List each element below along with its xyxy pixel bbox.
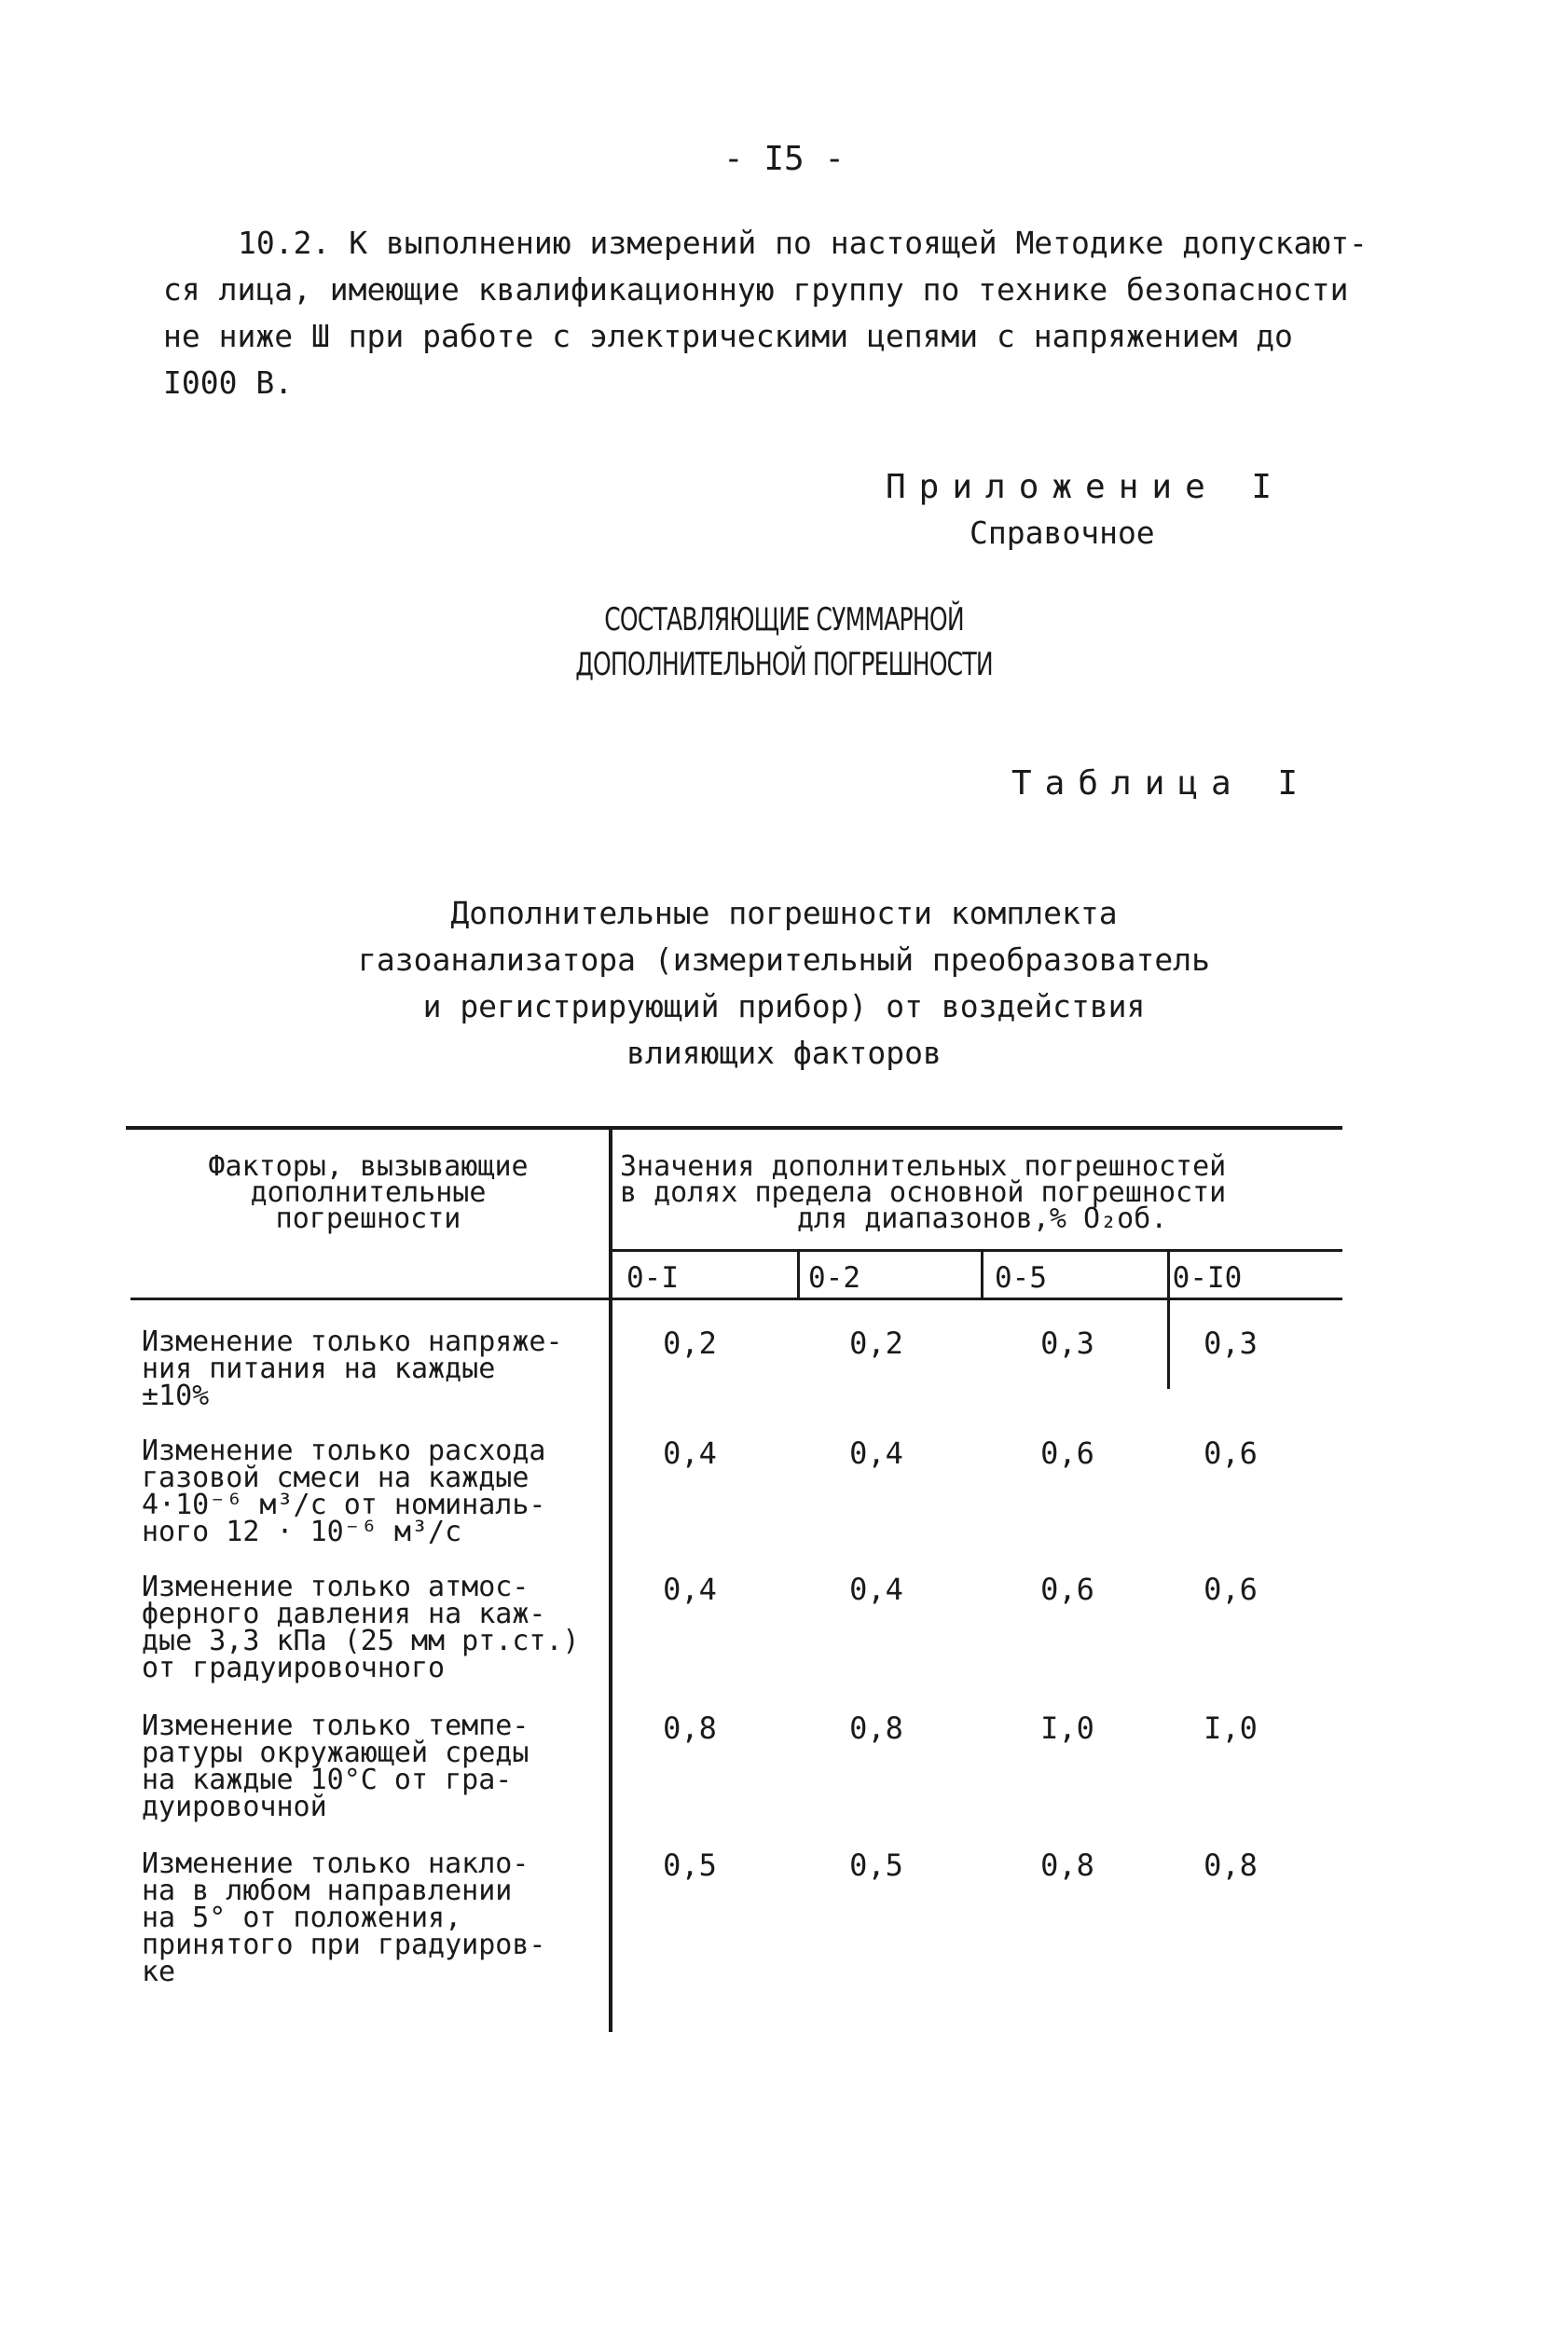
factor-line: от градуировочного (142, 1652, 446, 1684)
factor-pressure (142, 1573, 608, 1682)
paragraph-line: не ниже Ш при работе с электрическими цепями с напряжением до (163, 318, 1293, 354)
table-caption (0, 890, 1568, 1077)
table-top-rule (126, 1126, 1342, 1130)
table-cell: 0,5 (849, 1847, 903, 1883)
table-cell: 0,6 (1204, 1572, 1258, 1607)
table-cell: 0,4 (663, 1435, 717, 1471)
header-factors-line: Факторы, вызывающие (208, 1150, 529, 1183)
factor-line: на 5° от положения, (142, 1902, 462, 1934)
table-cell: 0,8 (849, 1710, 903, 1746)
factor-line: ферного давления на каж- (142, 1598, 546, 1630)
table-cell: 0,4 (849, 1435, 903, 1471)
table-cell: 0,2 (849, 1325, 903, 1361)
table-cell: I,0 (1204, 1710, 1258, 1746)
range-header-0-5: 0-5 (995, 1261, 1047, 1295)
range-header-0-1: 0-I (626, 1261, 679, 1295)
header-sub-rule (611, 1249, 1342, 1252)
header-bottom-rule (131, 1298, 1342, 1300)
paragraph-line: I000 В. (163, 364, 294, 401)
factor-line: ратуры окружающей среды (142, 1737, 530, 1769)
table-cell: 0,6 (1040, 1572, 1094, 1607)
caption-line: газоанализатора (измерительный преобразователь (358, 941, 1210, 978)
table-cell: 0,4 (663, 1572, 717, 1607)
header-values-line: в долях предела основной погрешности (620, 1176, 1227, 1209)
factor-line: Изменение только расхода (142, 1435, 546, 1467)
factor-tilt (142, 1847, 608, 1988)
factor-line: ±10% (142, 1380, 210, 1412)
factor-line: Изменение только напряже- (142, 1325, 563, 1358)
range-header-0-10: 0-I0 (1172, 1261, 1243, 1295)
factor-line: 4·10⁻⁶ м³/с от номиналь- (142, 1489, 546, 1521)
factor-line: газовой смеси на каждые (142, 1462, 530, 1494)
factor-line: Изменение только темпе- (142, 1710, 530, 1742)
caption-line: Дополнительные погрешности комплекта (450, 895, 1118, 931)
appendix-subtitle: Справочное (970, 515, 1155, 551)
table-cell: 0,6 (1040, 1435, 1094, 1471)
page-number: - I5 - (722, 140, 846, 178)
factor-line: ния питания на каждые (142, 1353, 496, 1385)
table-cell: 0,6 (1204, 1435, 1258, 1471)
header-values (620, 1150, 1310, 1235)
table-cell: 0,8 (1040, 1847, 1094, 1883)
factor-line: на каждые 10°С от гра- (142, 1764, 513, 1796)
factor-line: принятого при градуиров- (142, 1929, 546, 1961)
table-cell: 0,8 (1204, 1847, 1258, 1883)
paragraph-line: 10.2. К выполнению измерений по настоящей Методике допускают- (238, 225, 1368, 261)
table-cell: 0,3 (1040, 1325, 1094, 1361)
table-cell: 0,2 (663, 1325, 717, 1361)
section-heading-line-1: СОСТАВЛЯЮЩИЕ СУММАРНОЙ (604, 601, 964, 639)
table-cell: 0,5 (663, 1847, 717, 1883)
table-cell: 0,3 (1204, 1325, 1258, 1361)
table-cell: 0,4 (849, 1572, 903, 1607)
paragraph-10-2 (163, 220, 1394, 406)
header-values-line: для диапазонов,% O₂об. (797, 1202, 1168, 1235)
header-factors-line: погрешности (275, 1202, 461, 1235)
factor-line: дуировочной (142, 1791, 327, 1823)
factor-line: Изменение только атмос- (142, 1571, 530, 1603)
paragraph-line: ся лица, имеющие квалификационную группу по технике безопасности (163, 271, 1349, 308)
table-label: Таблица I (1011, 764, 1312, 803)
appendix-title: Приложение I (886, 468, 1286, 506)
range-header-0-2: 0-2 (808, 1261, 860, 1295)
table-cell: I,0 (1040, 1710, 1094, 1746)
factor-line: на в любом направлении (142, 1875, 513, 1907)
table-cell: 0,8 (663, 1710, 717, 1746)
factor-temperature (142, 1710, 608, 1823)
factor-line: Изменение только накло- (142, 1847, 530, 1880)
header-factors (135, 1150, 601, 1235)
factor-voltage (142, 1325, 608, 1412)
factor-line: ке (142, 1956, 176, 1988)
header-factors-line: дополнительные (250, 1176, 487, 1209)
section-heading-line-2: ДОПОЛНИТЕЛЬНОЙ ПОГРЕШНОСТИ (575, 646, 993, 683)
caption-line: влияющих факторов (626, 1035, 942, 1071)
factor-line: дые 3,3 кПа (25 мм рт.ст.) (142, 1625, 580, 1657)
header-values-line: Значения дополнительных погрешностей (620, 1150, 1227, 1183)
factor-gas-flow (142, 1435, 608, 1548)
caption-line: и регистрирующий прибор) от воздействия (422, 988, 1146, 1024)
factor-line: ного 12 · 10⁻⁶ м³/с (142, 1516, 462, 1548)
